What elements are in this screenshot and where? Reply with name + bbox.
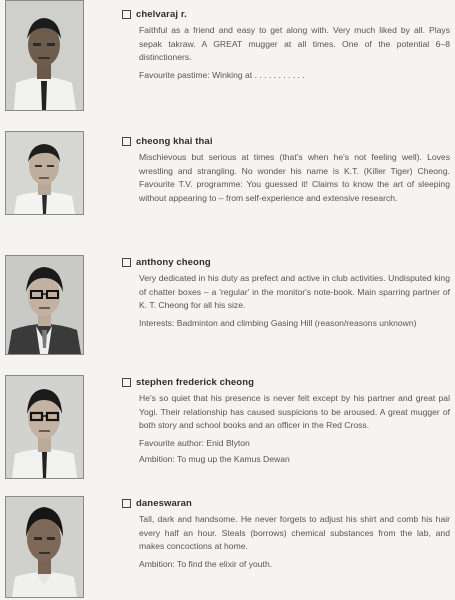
student-ambition: Ambition: To mug up the Kamus Dewan: [139, 453, 290, 464]
entry-checkbox: [122, 10, 131, 19]
student-photo: [5, 131, 84, 215]
student-photo: [5, 255, 84, 355]
entry-checkbox: [122, 499, 131, 508]
student-name: stephen frederick cheong: [136, 376, 255, 388]
portrait-image: [6, 1, 83, 110]
portrait-image: [6, 376, 83, 478]
student-favourite-pastime: Favourite pastime: Winking at . . . . . . . . . . .: [139, 69, 305, 80]
entry-checkbox: [122, 137, 131, 146]
student-name: anthony cheong: [136, 256, 211, 268]
entry-checkbox: [122, 258, 131, 267]
student-description: Very dedicated in his duty as prefect and active in club activities. Undisputed king of chatter boxes – a 'regular' in the monitor's note-book. Main sparring partner of K. T. Cheong for all his size.: [139, 273, 450, 310]
student-photo: [5, 0, 84, 111]
student-favourite-author: Favourite author: Enid Blyton: [139, 437, 250, 448]
student-name: cheong khai thai: [136, 135, 213, 147]
entry-checkbox: [122, 378, 131, 387]
portrait-image: [6, 132, 83, 214]
student-interests: Interests: Badminton and climbing Gasing Hill (reason/reasons unknown): [139, 317, 417, 328]
student-description: Mischievous but serious at times (that's when he's not feeling well). Loves wrestling and strangling. No wonder his name is K.T. (Killer Tiger) Cheong. Favourite T.V. programme: You guessed it! Claims to know the art of sleeping without appearing to – from self-experience and extensive research.: [139, 152, 450, 203]
portrait-image: [6, 256, 83, 354]
student-name: chelvaraj r.: [136, 8, 187, 20]
student-photo: [5, 496, 84, 598]
student-description: He's so quiet that his presence is never felt except by his partner and great pal Yogi. Their relationship has caused suspicions to be aroused. A great mugger of both story and school books and an officer in the Red Cross.: [139, 393, 450, 430]
student-description: Faithful as a friend and easy to get along with. Very much liked by all. Plays sepak takraw. A GREAT mugger at all times. One of the potential 6–8 distinctioners.: [139, 25, 450, 62]
student-photo: [5, 375, 84, 479]
student-ambition: Ambition: To find the elixir of youth.: [139, 558, 273, 569]
student-description: Tall, dark and handsome. He never forgets to adjust his shirt and comb his hair every half an hour. Steals (borrows) chemical substances from the lab, and makes concoctions at home.: [139, 514, 450, 551]
portrait-image: [6, 497, 83, 597]
student-name: daneswaran: [136, 497, 192, 509]
